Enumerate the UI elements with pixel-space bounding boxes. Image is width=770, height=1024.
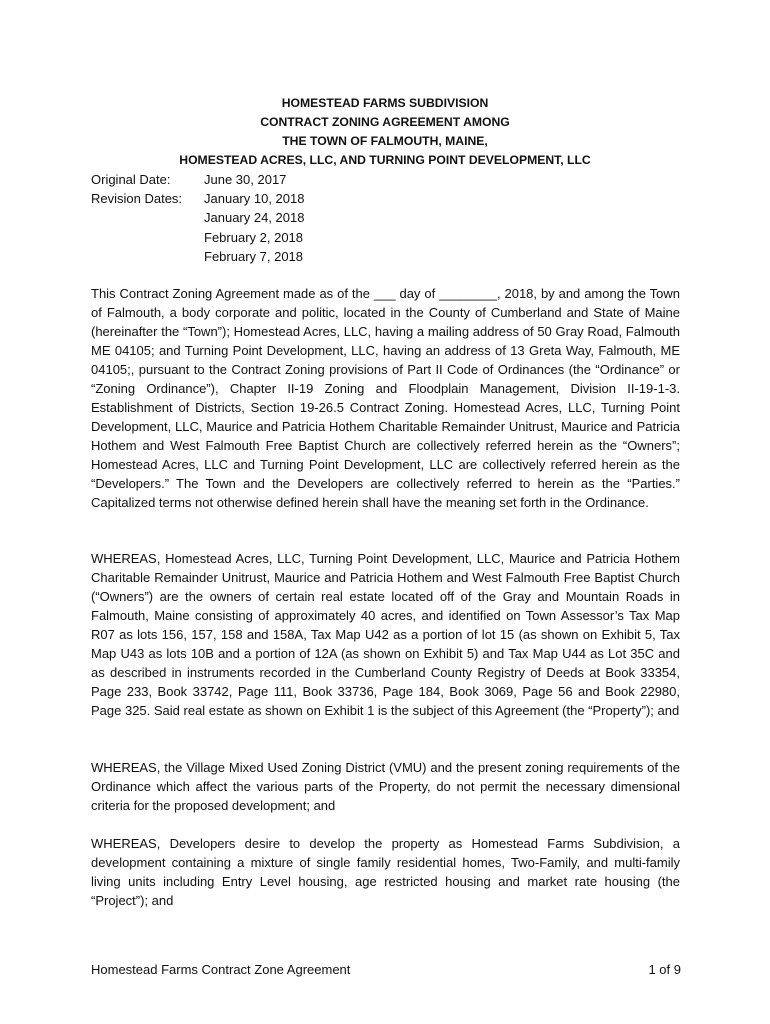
title-line: THE TOWN OF FALMOUTH, MAINE, — [282, 134, 488, 148]
page-number: 1 of 9 — [648, 962, 681, 977]
whereas-developers-paragraph: WHEREAS, Developers desire to develop the property as Homestead Farms Subdivision, a development containing a mixture of single family residential homes, Two-Family, and multi-family living units including Entry Level housing, age restricted housing and market rate housing (the “Project”); and — [91, 836, 680, 908]
page-footer — [91, 961, 681, 979]
document-title — [0, 94, 770, 170]
revision-date: January 24, 2018 — [204, 210, 305, 226]
title-line: HOMESTEAD ACRES, LLC, AND TURNING POINT DEVELOPMENT, LLC — [179, 153, 591, 167]
revision-date: February 7, 2018 — [204, 248, 304, 264]
revision-date: January 10, 2018 — [204, 191, 305, 207]
title-line: HOMESTEAD FARMS SUBDIVISION — [281, 96, 489, 110]
revision-dates-label: Revision Dates: — [91, 191, 183, 207]
whereas-owners-paragraph: WHEREAS, Homestead Acres, LLC, Turning Point Development, LLC, Maurice and Patricia Hothem Charitable Remainder Unitrust, Maurice and Patricia Hothem and West Falmouth Free Baptist Church (“Owners”) are the owners of certain real estate located off of the Gray and Mountain Roads in Falmouth, Maine consisting of approximately 40 acres, and identified on Town Assessor’s Tax Map R07 as lots 156, 157, 158 and 158A, Tax Map U42 as a portion of lot 15 (as shown on Exhibit 5, Tax Map U43 as lots 10B and a portion of 12A (as shown on Exhibit 5) and Tax Map U44 as Lot 35C and as described in instruments recorded in the Cumberland County Registry of Deeds at Book 33354, Page 233, Book 33742, Page 111, Book 33736, Page 184, Book 3069, Page 56 and Book 22980, Page 325. Said real estate as shown on Exhibit 1 is the subject of this Agreement (the “Property”); and — [91, 551, 680, 718]
revision-date: February 2, 2018 — [204, 229, 304, 245]
original-date: June 30, 2017 — [204, 172, 287, 187]
dates-block — [91, 170, 304, 266]
title-line: CONTRACT ZONING AGREEMENT AMONG — [260, 115, 510, 129]
original-date-label: Original Date: — [91, 172, 171, 187]
whereas-zoning-paragraph: WHEREAS, the Village Mixed Used Zoning District (VMU) and the present zoning requirements of the Ordinance which affect the various parts of the Property, do not permit the necessary dimensional criteria for the proposed development; and — [91, 760, 680, 813]
agreement-preamble-paragraph: This Contract Zoning Agreement made as of the ___ day of ________, 2018, by and among the Town of Falmouth, a body corporate and politic, located in the County of Cumberland and State of Maine (hereinafter the “Town”); Homestead Acres, LLC, having a mailing address of 50 Gray Road, Falmouth ME 04105; and Turning Point Development, LLC, having an address of 13 Greta Way, Falmouth, ME 04105;, pursuant to the Contract Zoning provisions of Part II Code of Ordinances (the “Ordinance” or “Zoning Ordinance”), Chapter II-19 Zoning and Floodplain Management, Division II-19-1-3. Establishment of Districts, Section 19-26.5 Contract Zoning. Homestead Acres, LLC, Turning Point Development, LLC, Maurice and Patricia Hothem Charitable Remainder Unitrust, Maurice and Patricia Hothem and West Falmouth Free Baptist Church are collectively referred herein as the “Owners”; Homestead Acres, LLC and Turning Point Development, LLC are collectively referred herein as the “Developers.” The Town and the Developers are collectively referred to herein as the “Parties.” Capitalized terms not otherwise defined herein shall have the meaning set forth in the Ordinance. — [91, 286, 680, 510]
footer-title: Homestead Farms Contract Zone Agreement — [91, 962, 351, 977]
